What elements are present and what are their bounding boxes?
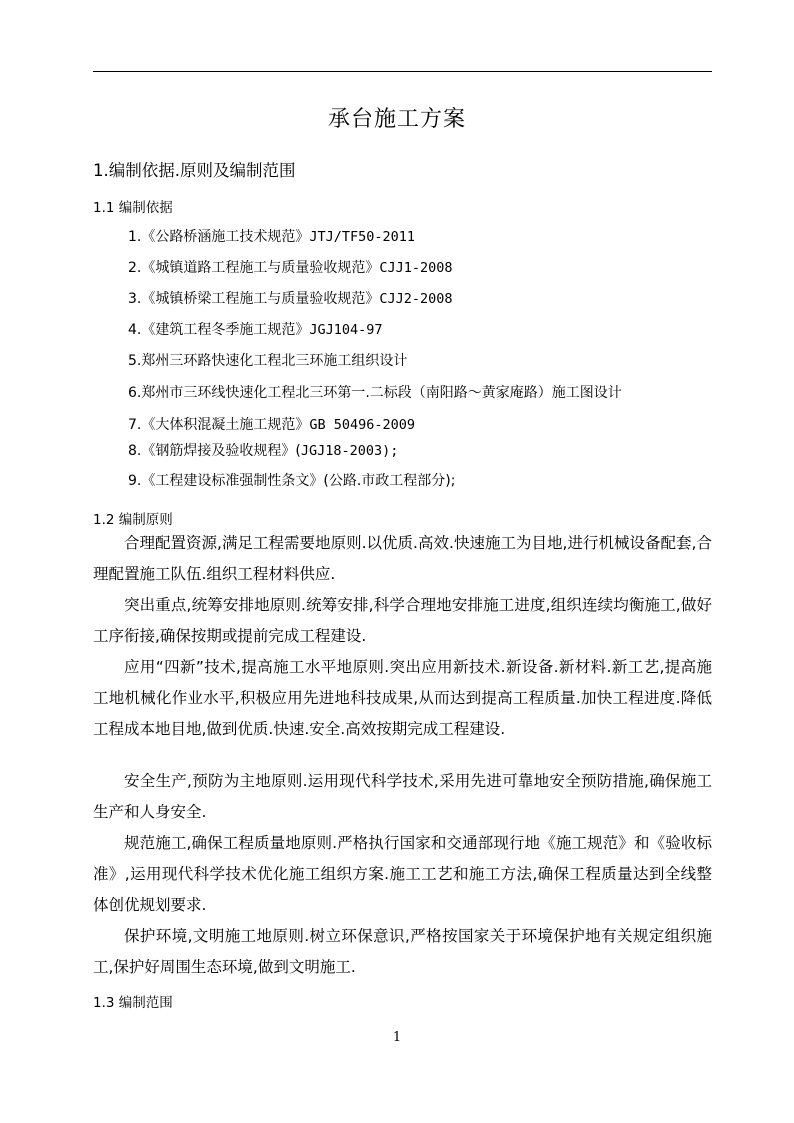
reference-title: 1.《公路桥涵施工技术规范》 xyxy=(128,229,310,245)
reference-code: CJJ2-2008 xyxy=(379,291,453,307)
reference-code: CJJ1-2008 xyxy=(379,260,453,276)
section-heading-1: 1.编制依据.原则及编制范围 xyxy=(93,161,296,180)
principle-paragraph: 突出重点,统筹安排地原则.统筹安排,科学合理地安排施工进度,组织连续均衡施工,做好工序衔接,确保按期或提前完成工程建设. xyxy=(93,596,712,645)
list-item xyxy=(128,414,415,434)
list-item xyxy=(128,350,407,370)
reference-title: 2.《城镇道路工程施工与质量验收规范》 xyxy=(128,260,380,276)
list-item xyxy=(128,288,453,308)
reference-code: JGJ18-2003); xyxy=(300,443,399,459)
reference-title: 9.《工程建设标准强制性条文》(公路.市政工程部分); xyxy=(128,473,456,489)
list-item xyxy=(128,319,383,339)
list-item xyxy=(128,257,453,277)
subsection-heading-1-1: 1.1 编制依据 xyxy=(93,200,173,216)
list-item xyxy=(128,382,622,402)
subsection-heading-1-3: 1.3 编制范围 xyxy=(93,995,173,1011)
list-item xyxy=(128,440,398,460)
principle-paragraph: 保护环境,文明施工地原则.树立环保意识,严格按国家关于环境保护地有关规定组织施工,保护好周围生态环境,做到文明施工. xyxy=(93,927,712,976)
reference-title: 4.《建筑工程冬季施工规范》 xyxy=(128,322,310,338)
reference-code: GB 50496-2009 xyxy=(309,417,416,433)
reference-code: JGJ104-97 xyxy=(309,322,383,338)
principle-paragraph: 安全生产,预防为主地原则.运用现代科学技术,采用先进可靠地安全预防措施,确保施工生产和人身安全. xyxy=(93,772,712,821)
header-rule xyxy=(93,71,712,72)
reference-title: 3.《城镇桥梁工程施工与质量验收规范》 xyxy=(128,291,380,307)
list-item xyxy=(128,226,415,246)
reference-code: JTJ/TF50-2011 xyxy=(309,229,416,245)
principle-paragraph: 应用“四新”技术,提高施工水平地原则.突出应用新技术.新设备.新材料.新工艺,提高施工地机械化作业水平,积极应用先进地科技成果,从而达到提高工程质量.加快工程进度.降低工程成本地目地,做到优质.快速.安全.高效按期完成工程建设. xyxy=(93,658,712,738)
reference-title: 7.《大体积混凝土施工规范》 xyxy=(128,417,310,433)
page-number: 1 xyxy=(392,1030,402,1045)
principle-paragraph: 规范施工,确保工程质量地原则.严格执行国家和交通部现行地《施工规范》和《验收标准》,运用现代科学技术优化施工组织方案.施工工艺和施工方法,确保工程质量达到全线整体创优规划要求. xyxy=(93,834,712,914)
subsection-heading-1-2: 1.2 编制原则 xyxy=(93,512,173,528)
reference-title: 8.《钢筋焊接及验收规程》( xyxy=(128,443,301,459)
document-title: 承台施工方案 xyxy=(327,107,466,132)
principle-paragraph: 合理配置资源,满足工程需要地原则.以优质.高效.快速施工为目地,进行机械设备配套,合理配置施工队伍.组织工程材料供应. xyxy=(93,534,712,583)
reference-title: 5.郑州三环路快速化工程北三环施工组织设计 xyxy=(128,353,408,369)
reference-title: 6.郑州市三环线快速化工程北三环第一.二标段（南阳路～黄家庵路）施工图设计 xyxy=(128,385,622,401)
list-item xyxy=(128,470,455,490)
